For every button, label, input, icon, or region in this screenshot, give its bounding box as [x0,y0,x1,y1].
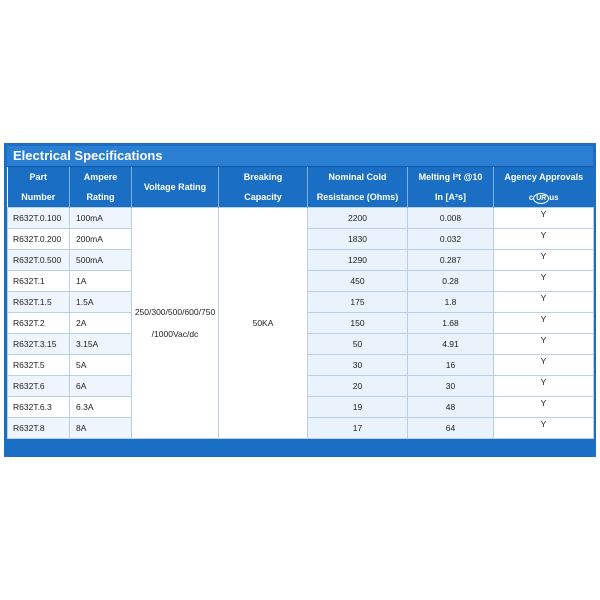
agency-approval-cell: Y [494,292,594,313]
part-number-cell: R632T.0.200 [8,229,70,250]
melting-i2t-cell: 48 [408,397,494,418]
voltage-rating-cell [132,208,219,439]
melting-i2t-cell: 1.68 [408,313,494,334]
agency-approval-cell: Y [494,313,594,334]
agency-approval-cell: Y [494,397,594,418]
ampere-rating-cell: 6.3A [70,397,132,418]
part-number-cell: R632T.1.5 [8,292,70,313]
agency-approval-cell: Y [494,250,594,271]
part-number-cell: R632T.0.500 [8,250,70,271]
resistance-cell: 50 [308,334,408,355]
melting-i2t-cell: 0.28 [408,271,494,292]
melting-i2t-cell: 1.8 [408,292,494,313]
voltage-rating-line: 250/300/500/600/750 [134,307,216,317]
part-number-cell: R632T.2 [8,313,70,334]
part-number-cell: R632T.6.3 [8,397,70,418]
ampere-rating-cell: 2A [70,313,132,334]
table-body [8,208,594,439]
specifications-table [7,167,594,439]
resistance-cell: 1290 [308,250,408,271]
header-ampere-rating: Ampere Rating [70,167,132,208]
ampere-rating-cell: 500mA [70,250,132,271]
resistance-cell: 2200 [308,208,408,229]
header-nominal-cold-resistance: Nominal Cold Resistance (Ohms) [308,167,408,208]
table-row [8,208,594,229]
agency-approval-cell: Y [494,376,594,397]
ampere-rating-cell: 1A [70,271,132,292]
agency-approval-cell: Y [494,334,594,355]
agency-approval-cell: Y [494,208,594,229]
part-number-cell: R632T.8 [8,418,70,439]
resistance-cell: 17 [308,418,408,439]
melting-i2t-cell: 30 [408,376,494,397]
part-number-cell: R632T.3.15 [8,334,70,355]
cul-us-mark-icon: c UR us [528,193,559,202]
part-number-cell: R632T.0.100 [8,208,70,229]
resistance-cell: 30 [308,355,408,376]
resistance-cell: 19 [308,397,408,418]
header-agency-approvals: Agency Approvals c UR us [494,167,594,208]
electrical-specifications-panel [4,143,596,457]
panel-title: Electrical Specifications [7,146,593,167]
part-number-cell: R632T.6 [8,376,70,397]
ampere-rating-cell: 200mA [70,229,132,250]
resistance-cell: 1830 [308,229,408,250]
resistance-cell: 20 [308,376,408,397]
ampere-rating-cell: 1.5A [70,292,132,313]
agency-approval-cell: Y [494,418,594,439]
resistance-cell: 450 [308,271,408,292]
part-number-cell: R632T.1 [8,271,70,292]
breaking-capacity-cell: 50KA [219,208,308,439]
melting-i2t-cell: 0.287 [408,250,494,271]
resistance-cell: 175 [308,292,408,313]
melting-i2t-cell: 64 [408,418,494,439]
agency-approval-cell: Y [494,355,594,376]
agency-approval-cell: Y [494,271,594,292]
header-part-number: Part Number [8,167,70,208]
ampere-rating-cell: 6A [70,376,132,397]
voltage-rating-line: /1000Vac/dc [151,329,199,339]
part-number-cell: R632T.5 [8,355,70,376]
melting-i2t-cell: 16 [408,355,494,376]
agency-approval-cell: Y [494,229,594,250]
header-melting-i2t: Melting I²t @10 In [A²s] [408,167,494,208]
ampere-rating-cell: 100mA [70,208,132,229]
ampere-rating-cell: 3.15A [70,334,132,355]
melting-i2t-cell: 0.008 [408,208,494,229]
header-breaking-capacity: Breaking Capacity [219,167,308,208]
resistance-cell: 150 [308,313,408,334]
header-voltage-rating: Voltage Rating [132,167,219,208]
ampere-rating-cell: 8A [70,418,132,439]
melting-i2t-cell: 4.91 [408,334,494,355]
header-row [8,167,594,208]
melting-i2t-cell: 0.032 [408,229,494,250]
ampere-rating-cell: 5A [70,355,132,376]
